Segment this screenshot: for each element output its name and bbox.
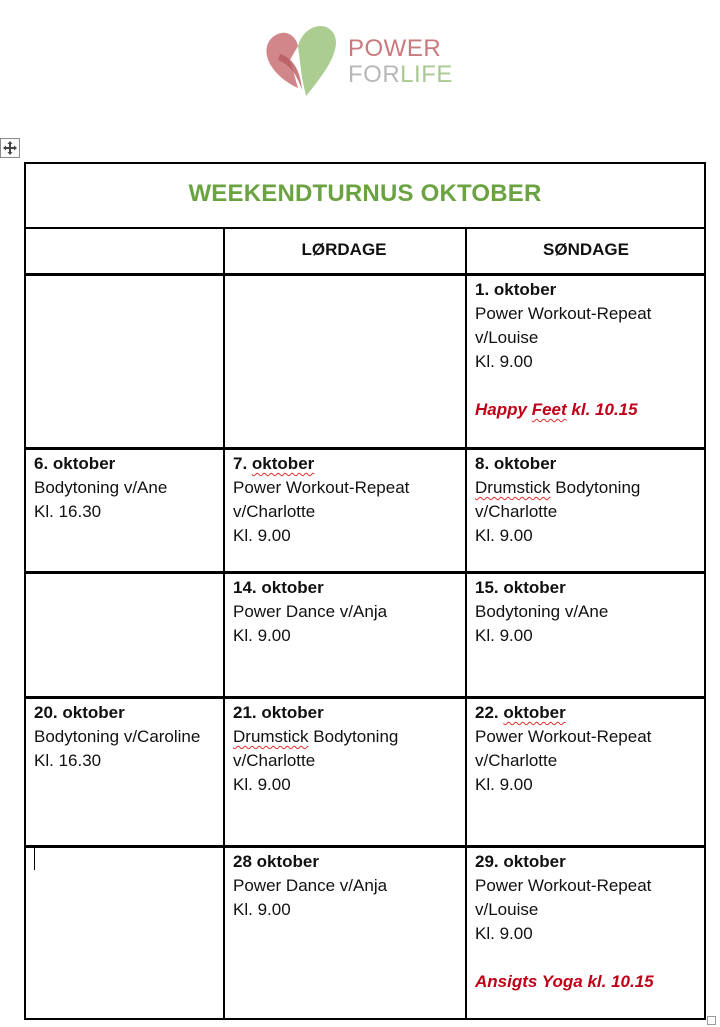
table-rule (24, 227, 706, 229)
cell-date: 1. oktober (475, 280, 557, 299)
cell-date: 14. oktober (233, 578, 324, 597)
cell-date: 15. oktober (475, 578, 566, 597)
cell-line: Drumstick Bodytoning (233, 727, 399, 746)
cell-line: v/Louise (475, 328, 539, 347)
cell-line: Kl. 16.30 (34, 751, 102, 770)
cell-line: Kl. 9.00 (233, 526, 291, 545)
cell-date: 20. oktober (34, 703, 125, 722)
cell-line: Power Dance v/Anja (233, 876, 388, 895)
heart-logo-icon (262, 20, 342, 102)
power-for-life-logo (262, 20, 462, 102)
cell-line: Power Workout-Repeat (233, 478, 410, 497)
cell-line: Kl. 9.00 (475, 775, 533, 794)
schedule-cell[interactable] (466, 850, 705, 994)
schedule-cell[interactable] (224, 452, 464, 548)
table-rule (24, 845, 706, 848)
cell-line: Bodytoning v/Caroline (34, 727, 201, 746)
cell-line: Kl. 9.00 (233, 900, 291, 919)
cell-line: Kl. 9.00 (475, 526, 533, 545)
schedule-title: WEEKENDTURNUS OKTOBER (188, 180, 542, 207)
table-rule (24, 571, 706, 574)
cell-date: 29. oktober (475, 852, 566, 871)
header-saturdays: LØRDAGE (301, 240, 387, 259)
cell-line: Drumstick Bodytoning (475, 478, 641, 497)
cell-date: 8. oktober (475, 454, 557, 473)
cell-line: Bodytoning v/Ane (34, 478, 168, 497)
cell-line: Kl. 9.00 (233, 626, 291, 645)
cell-date: 21. oktober (233, 703, 324, 722)
cell-line: Kl. 16.30 (34, 502, 102, 521)
cell-line: Power Workout-Repeat (475, 727, 652, 746)
table-resize-handle[interactable] (707, 1016, 716, 1025)
cell-date: 28 oktober (233, 852, 319, 871)
cell-line: v/Charlotte (475, 502, 558, 521)
cell-line: v/Charlotte (475, 751, 558, 770)
cell-line: Kl. 9.00 (475, 352, 533, 371)
schedule-cell[interactable] (466, 701, 705, 797)
logo-word-life: LIFE (400, 61, 453, 88)
cell-extra-event: Ansigts Yoga kl. 10.15 (475, 972, 654, 991)
logo-word-power: POWER (348, 35, 442, 62)
schedule-cell[interactable] (466, 278, 705, 422)
schedule-cell[interactable] (224, 701, 464, 797)
schedule-cell[interactable] (224, 576, 464, 648)
table-rule (24, 696, 706, 699)
schedule-cell[interactable] (466, 452, 705, 548)
table-move-handle[interactable] (0, 138, 20, 158)
logo-word-for: FOR (348, 61, 401, 88)
schedule-table (24, 162, 706, 1018)
cell-line: v/Charlotte (233, 751, 316, 770)
table-rule (24, 1018, 706, 1020)
schedule-cell[interactable] (25, 452, 222, 524)
move-arrows-icon (2, 140, 18, 156)
cell-extra-event: Happy Feet kl. 10.15 (475, 400, 638, 419)
cell-line: Power Workout-Repeat (475, 876, 652, 895)
table-rule (24, 162, 706, 164)
schedule-cell[interactable] (466, 576, 705, 648)
cell-line: v/Louise (475, 900, 539, 919)
cell-line: Kl. 9.00 (233, 775, 291, 794)
text-cursor (34, 848, 35, 870)
cell-line: Kl. 9.00 (475, 924, 533, 943)
header-sundays: SØNDAGE (543, 240, 629, 259)
header-empty (24, 228, 222, 272)
cell-line: Power Workout-Repeat (475, 304, 652, 323)
cell-date: 6. oktober (34, 454, 116, 473)
cell-line: Kl. 9.00 (475, 626, 533, 645)
cell-date: 22. oktober (475, 703, 566, 722)
schedule-cell[interactable] (224, 850, 464, 922)
cell-line: Power Dance v/Anja (233, 602, 388, 621)
schedule-cell[interactable] (25, 701, 222, 773)
table-rule (24, 273, 706, 276)
logo-wordmark (348, 36, 453, 88)
table-border-left (24, 162, 26, 1018)
table-rule (24, 447, 706, 450)
cell-date: 7. oktober (233, 454, 315, 473)
cell-line: Bodytoning v/Ane (475, 602, 609, 621)
cell-line: v/Charlotte (233, 502, 316, 521)
